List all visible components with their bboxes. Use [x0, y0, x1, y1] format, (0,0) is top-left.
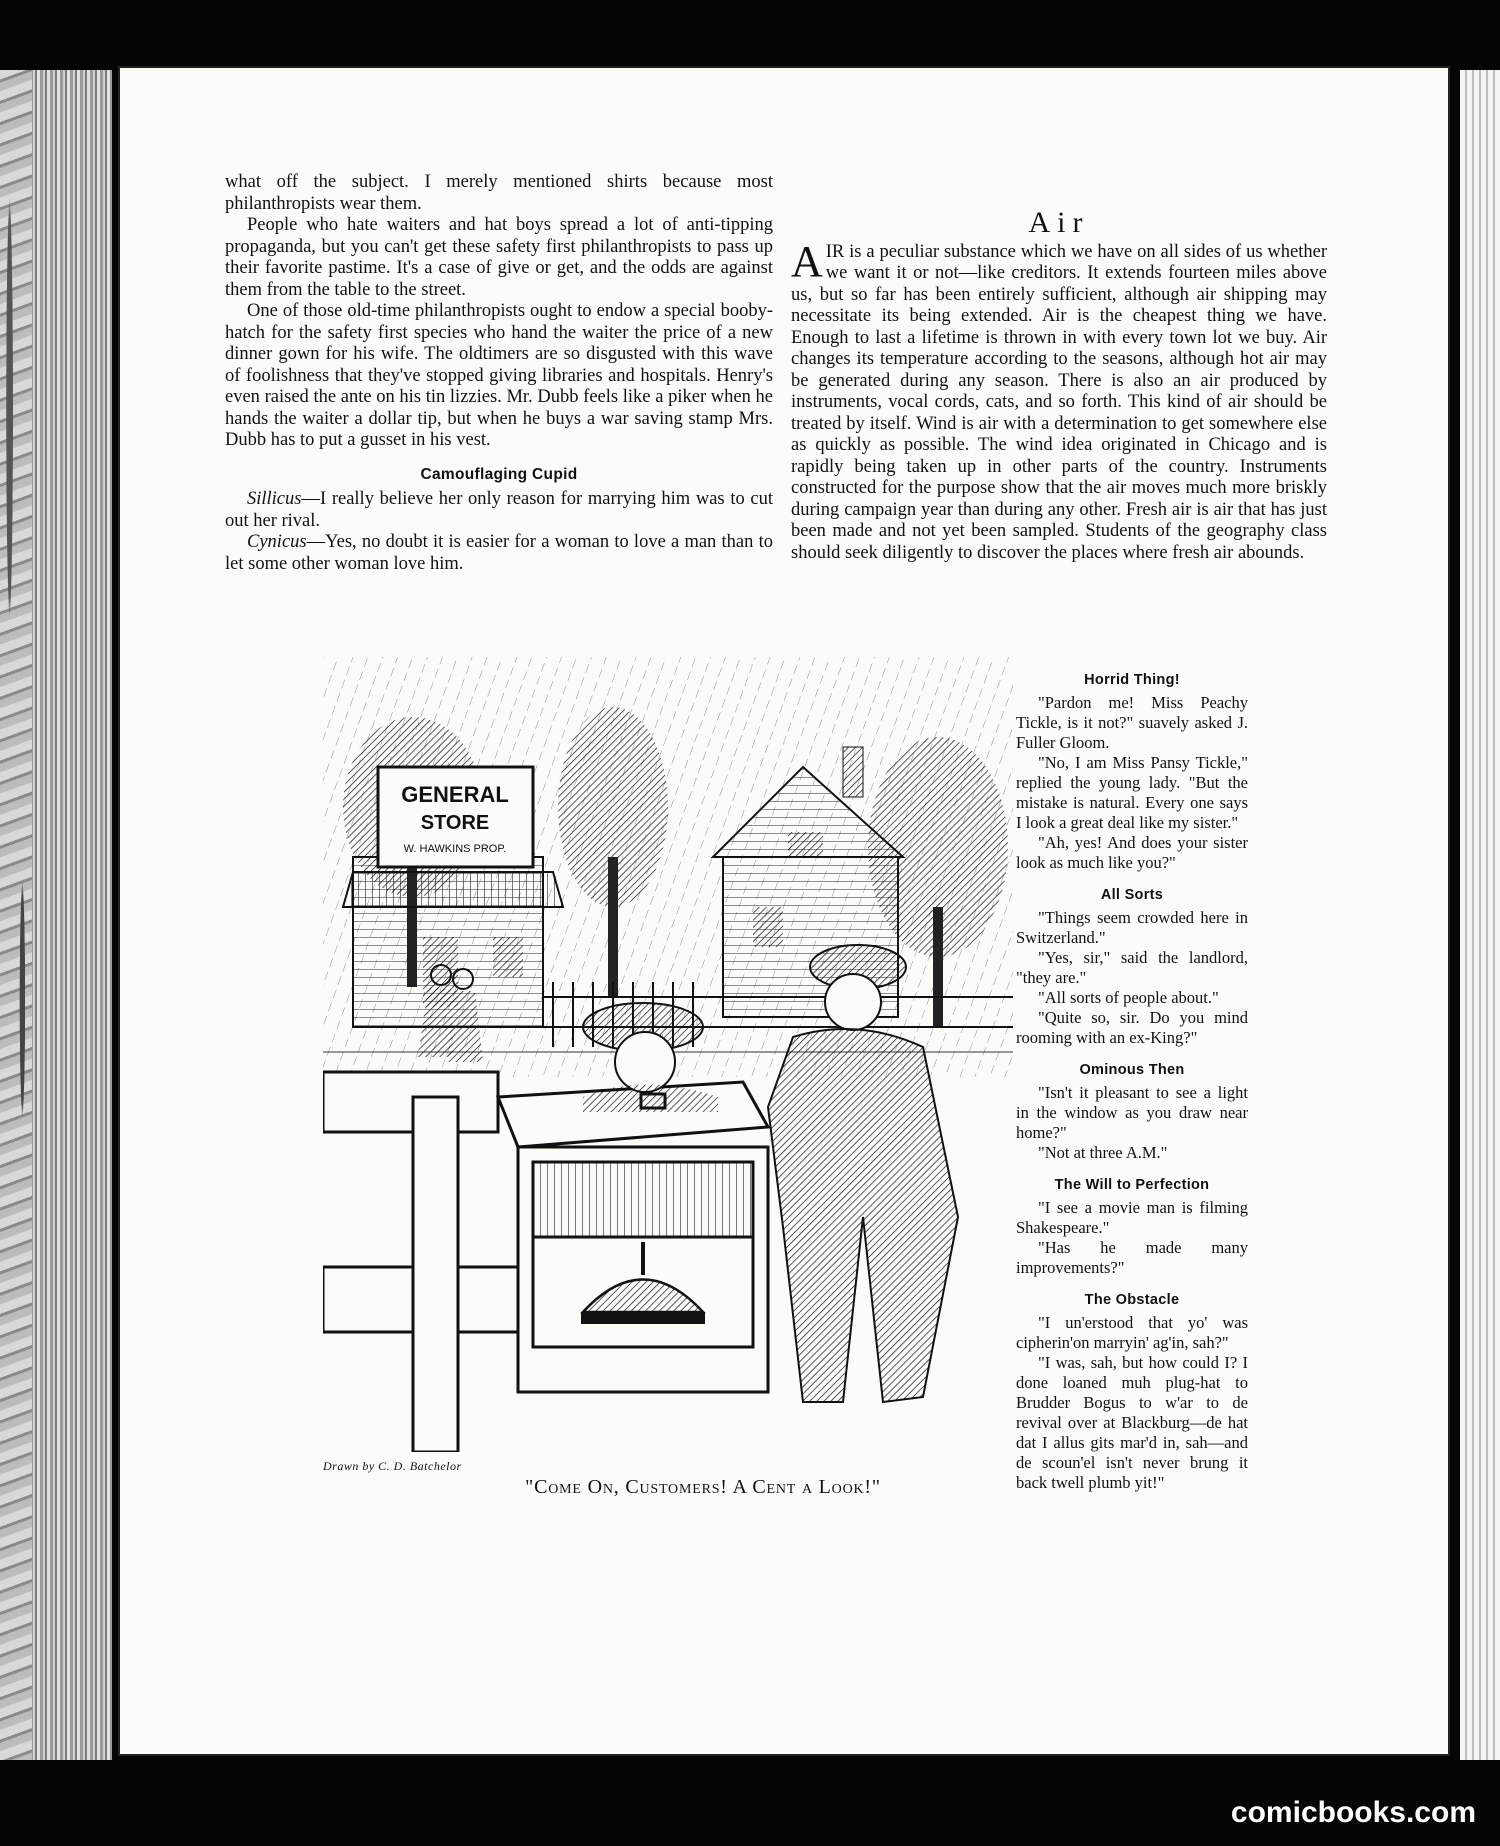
joke-title: Horrid Thing!: [1084, 672, 1180, 688]
joke-text: —Yes, no doubt it is easier for a woman to love a man than to let some other woman love him.: [225, 532, 773, 574]
joke-line: "Yes, sir," said the landlord, "they are.": [1016, 948, 1248, 987]
sign-line-1: GENERAL: [401, 782, 509, 807]
site-watermark: comicbooks.com: [1230, 1796, 1476, 1829]
drop-cap: A: [791, 236, 823, 286]
marbled-edge: [0, 70, 32, 1760]
air-article: [791, 172, 1327, 564]
joke-line: "Quite so, sir. Do you mind rooming with an ex-King?": [1016, 1008, 1248, 1047]
joke-line: "Has he made many improvements?": [1016, 1238, 1248, 1277]
joke-line: "I see a movie man is filming Shakespeare.": [1016, 1198, 1248, 1237]
joke-line: "I was, sah, but how could I? I done loaned muh plug-hat to Brudder Bogus to w'ar to de revival over at Blackburg—de hat dat I allus gits mar'd in, sah—and de scoun'el isn't never brung it back twell plumb yit!": [1016, 1353, 1248, 1492]
joke-title: Camouflaging Cupid: [420, 465, 578, 483]
joke-line: "No, I am Miss Pansy Tickle," replied the young lady. "But the mistake is natural. Every one says I look a great deal like my sister.": [1016, 753, 1248, 832]
sign-line-3: W. HAWKINS PROP.: [403, 843, 507, 855]
artist-credit: Drawn by C. D. Batchelor: [323, 1459, 462, 1473]
sign-line-2: STORE: [420, 812, 490, 834]
joke-line: [225, 489, 773, 532]
left-column: [225, 172, 773, 575]
joke-title: All Sorts: [1100, 887, 1164, 903]
speaker-name: Cynicus: [247, 532, 307, 552]
paragraph: People who hate waiters and hat boys spread a lot of anti-tipping propaganda, but you can't get these safety first philanthropists to pass up their favorite pastime. It's a case of give or get, and the odds are against them from the table to the street.: [225, 215, 773, 300]
peep-show-box: [498, 1082, 768, 1392]
joke-title: The Obstacle: [1084, 1292, 1180, 1308]
book-binding-right: [1460, 70, 1500, 1760]
side-jokes-column: [1016, 670, 1248, 1493]
lead-word: IR: [825, 241, 845, 262]
joke-title: The Will to Perfection: [1054, 1177, 1210, 1193]
joke-text: —I really believe her only reason for marrying him was to cut out her rival.: [225, 489, 773, 531]
joke-line: "Pardon me! Miss Peachy Tickle, is it not?" suavely asked J. Fuller Gloom.: [1016, 693, 1248, 752]
article-body: [791, 236, 1327, 565]
paragraph: One of those old-time philanthropists ought to endow a special booby-hatch for the safety first species who hand the waiter the price of a new dinner gown for his wife. The oldtimers are so disgusted with this wave of foolishness that they've stopped giving libraries and hospitals. Henry's even raised the ante on his tin lizzies. Mr. Dubb feels like a piker when he hands the waiter a dollar tip, but when he buys a war saving stamp Mrs. Dubb has to put a gusset in his vest.: [225, 301, 773, 450]
cartoon-illustration: [323, 657, 1013, 1452]
joke-line: [225, 532, 773, 575]
joke-title: Ominous Then: [1079, 1062, 1185, 1078]
magazine-page: [118, 66, 1450, 1756]
joke-line: "All sorts of people about.": [1038, 988, 1219, 1007]
joke-line: "Not at three A.M.": [1038, 1143, 1168, 1162]
joke-line: "Things seem crowded here in Switzerland.": [1016, 908, 1248, 947]
speaker-name: Sillicus: [247, 489, 302, 509]
joke-line: "Isn't it pleasant to see a light in the window as you draw near home?": [1016, 1083, 1248, 1142]
joke-line: "Ah, yes! And does your sister look as much like you?": [1016, 833, 1248, 872]
joke-line: "I un'erstood that yo' was cipherin'on marryin' ag'in, sah?": [1016, 1313, 1248, 1352]
paragraph: what off the subject. I merely mentioned shirts because most philanthropists wear them.: [225, 172, 773, 214]
article-text: is a peculiar substance which we have on all sides of us whether we want it or not—like creditors. It extends fourteen miles above us, but so far has been entirely sufficient, although air shipping may necessitate its being extended. Air is the cheapest thing we have. Enough to last a lifetime is thrown in with every town lot we buy. Air changes its temperature according to the seasons, although hot air may be generated during any season. There is also an air produced by instruments, vocal cords, cats, and so forth. This kind of air should be treated by itself. Wind is air with a determination to get somewhere else as quickly as possible. The wind idea originated in Chicago and is rapidly being taken up in other parts of the country. Instruments constructed for the purpose show that the air moves much more briskly during campaign year than during any other. Fresh air is air that has just been made and not yet been sampled. Students of the geography class should seek diligently to discover the places where fresh air abounds.: [791, 241, 1327, 563]
cartoon-caption: "Come On, Customers! A Cent a Look!": [525, 1476, 881, 1498]
article-title: Air: [1028, 206, 1090, 239]
